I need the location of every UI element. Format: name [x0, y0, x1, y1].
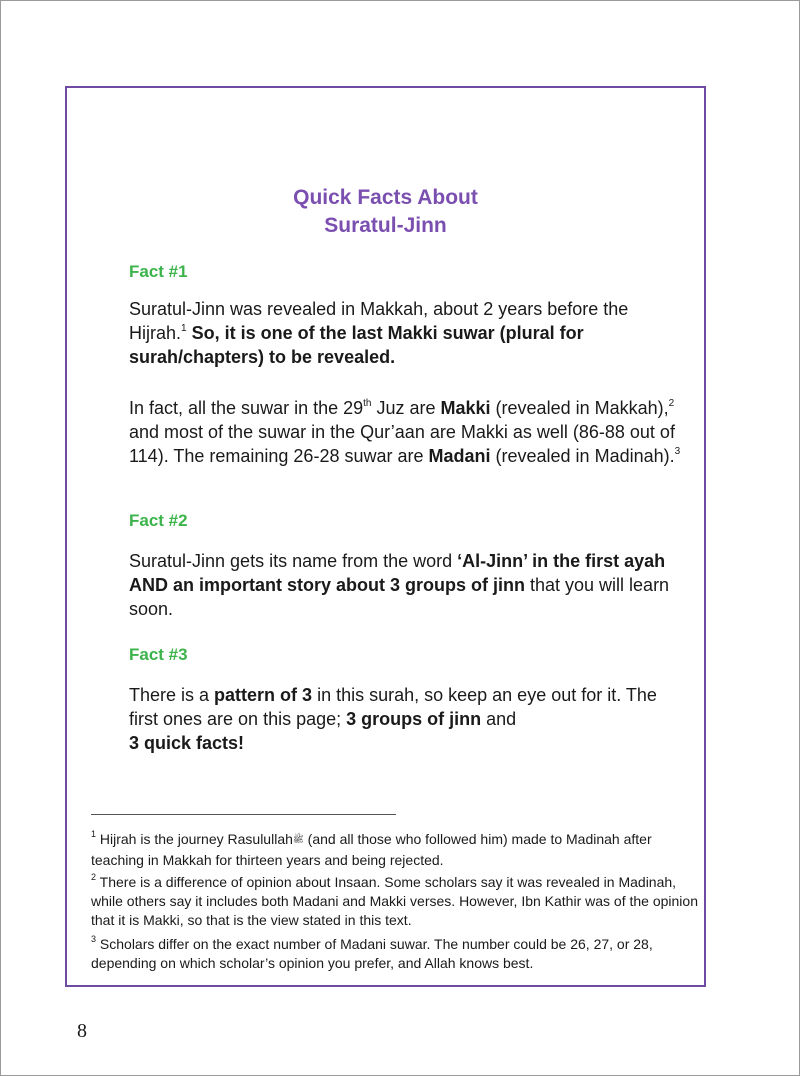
- footnote-number: 3: [91, 934, 97, 945]
- footnote-ref-2[interactable]: 2: [668, 398, 675, 409]
- bold-text: pattern of 3: [214, 685, 313, 705]
- page-number: 8: [77, 1020, 87, 1042]
- fact-1-heading: Fact #1: [129, 262, 188, 281]
- footnote-3: [91, 935, 701, 973]
- text: in this surah, so keep an eye out for it. The first ones are on this page;: [129, 685, 657, 729]
- ordinal-suffix: th: [363, 398, 372, 409]
- footnote-number: 1: [91, 829, 97, 840]
- bold-text: Makki: [440, 398, 491, 418]
- footnote-ref-1[interactable]: 1: [181, 323, 187, 334]
- bold-text: 3 groups of jinn: [346, 709, 482, 729]
- text: (revealed in Makkah),: [490, 398, 669, 418]
- text: Suratul-Jinn was revealed in Makkah, about 2 years before the Hijrah.: [129, 299, 629, 343]
- text: Hijrah is the journey Rasulullah: [96, 831, 293, 847]
- fact-2-paragraph: [129, 549, 689, 621]
- bold-text: So, it is one of the last Makki suwar (plural for surah/chapters) to be revealed.: [129, 323, 584, 367]
- page-title: [67, 184, 704, 240]
- fact-3-heading: Fact #3: [129, 645, 188, 664]
- footnote-divider: [91, 814, 396, 815]
- footnote-2: [91, 873, 701, 930]
- text: and most of the suwar in the Qur’aan are Makki as well (86-88 out of 114). The remaining 26-28 suwar are: [129, 422, 675, 466]
- fact-1-paragraph-1: [129, 297, 689, 369]
- text: Suratul-Jinn gets its name from the word: [129, 551, 458, 571]
- bold-text: ‘Al-Jinn’ in the first ayah AND an important story about 3 groups of jinn: [129, 551, 666, 595]
- text: and: [481, 709, 517, 729]
- footnote-number: 2: [91, 872, 97, 883]
- footnote-ref-3[interactable]: 3: [674, 446, 681, 457]
- text: that you will learn soon.: [129, 575, 670, 619]
- text: In fact, all the suwar in the 29: [129, 398, 364, 418]
- fact-2-heading: Fact #2: [129, 511, 188, 530]
- fact-1-paragraph-2: [129, 396, 689, 468]
- bold-text: 3 quick facts!: [129, 733, 245, 753]
- fact-3-paragraph: [129, 683, 689, 755]
- content-frame: [65, 86, 706, 987]
- text: (and all those who followed him) made to Madinah after teaching in Makkah for thirteen years and being rejected.: [91, 831, 652, 868]
- salutation-icon: ﷺ: [292, 834, 304, 844]
- footnote-1: [91, 830, 701, 870]
- title-line-2: Suratul-Jinn: [324, 214, 447, 237]
- title-line-1: Quick Facts About: [293, 186, 478, 209]
- text: Juz are: [371, 398, 441, 418]
- text: (revealed in Madinah).: [490, 446, 675, 466]
- text: Scholars differ on the exact number of Madani suwar. The number could be 26, 27, or 28, depending on which scholar’s opinion you prefer, and Allah knows best.: [91, 936, 653, 971]
- text: There is a difference of opinion about Insaan. Some scholars say it was revealed in Madinah, while others say it includes both Madani and Makki verses. However, Ibn Kathir was of the opinion that it is Makki, so that is the view stated in this text.: [91, 874, 698, 928]
- text: There is a: [129, 685, 215, 705]
- bold-text: Madani: [428, 446, 491, 466]
